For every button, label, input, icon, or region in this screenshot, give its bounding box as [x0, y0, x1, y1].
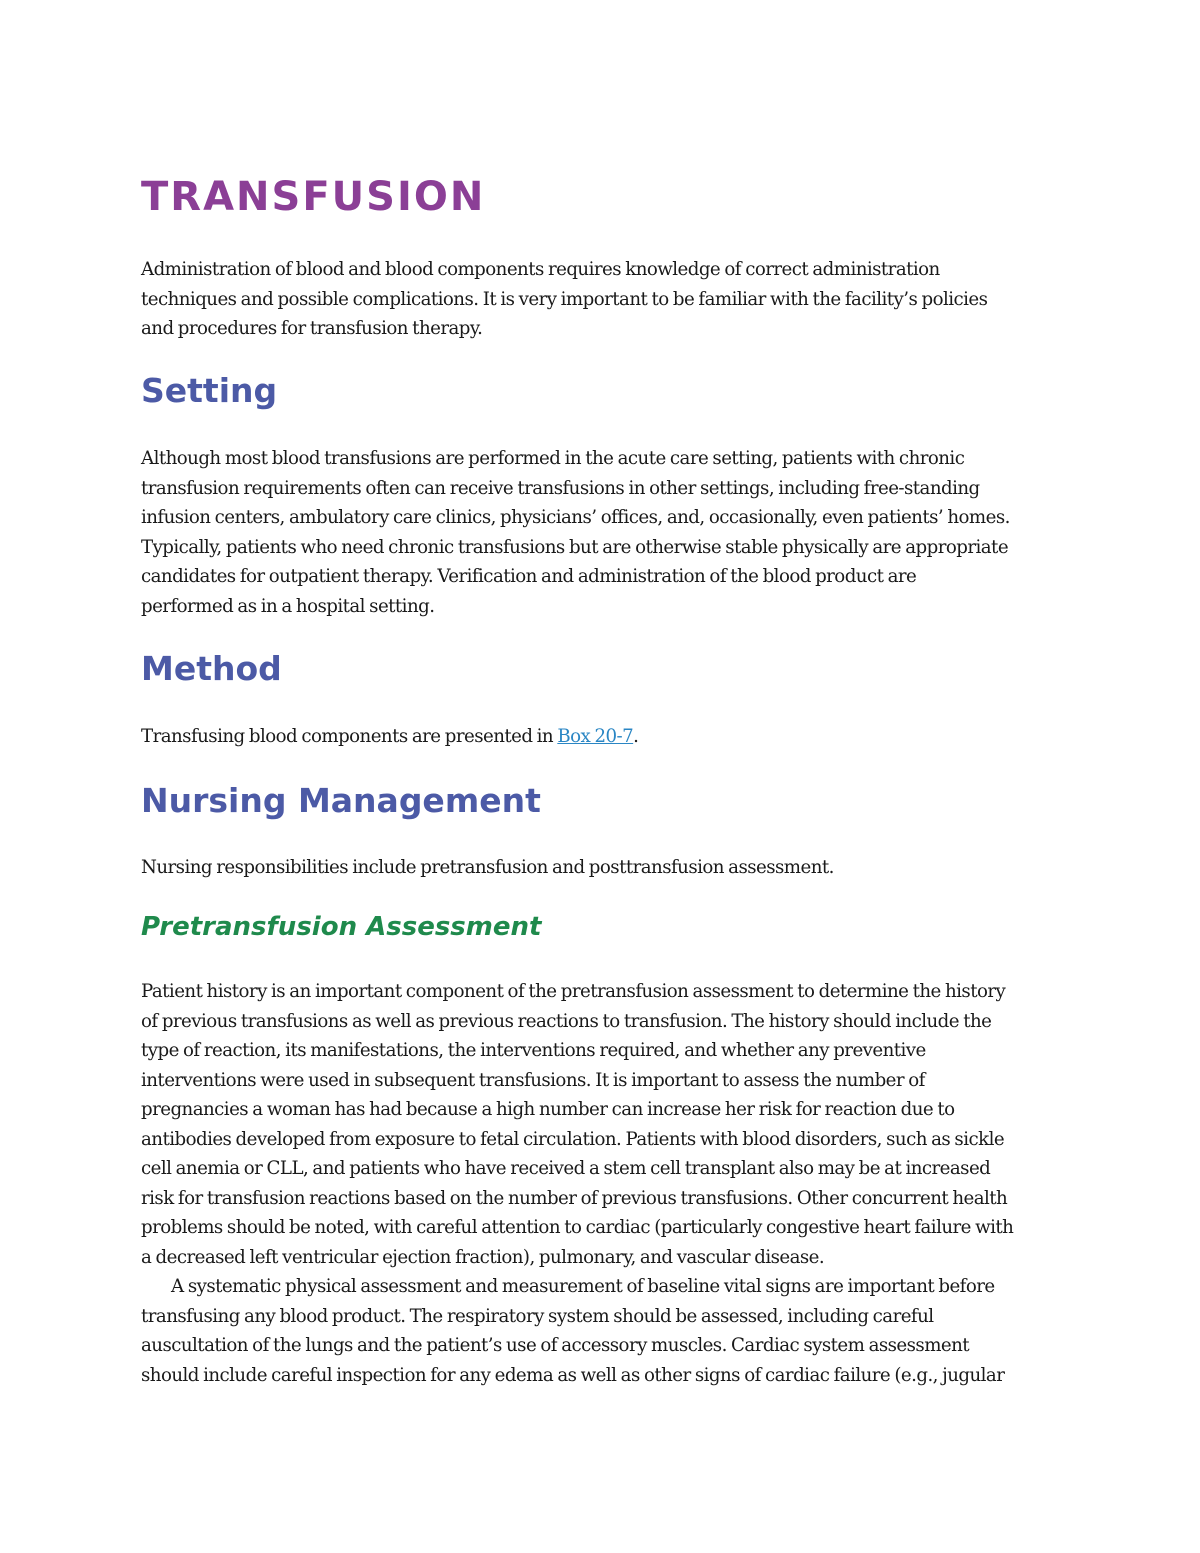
text-line: antibodies developed from exposure to fetal circulation. Patients with blood disorders, such as sickle [141, 1128, 1005, 1150]
text-line: type of reaction, its manifestations, the interventions required, and whether any preventive [141, 1040, 926, 1061]
setting-paragraph [141, 444, 1010, 621]
text-line: candidates for outpatient therapy. Verification and administration of the blood product are [141, 566, 917, 587]
pretransfusion-heading: Pretransfusion Assessment [141, 912, 542, 942]
nursing-management-heading: Nursing Management [141, 781, 541, 820]
text-line: problems should be noted, with careful attention to cardiac (particularly congestive heart failure with [141, 1217, 1014, 1238]
text-line: transfusing any blood product. The respiratory system should be assessed, including careful [141, 1305, 934, 1327]
text-line: techniques and possible complications. It is very important to be familiar with the facility’s policies [141, 288, 988, 310]
method-text-end: . [633, 726, 639, 747]
text-line: Patient history is an important component of the pretransfusion assessment to determine the history [141, 981, 1006, 1002]
text-line: and procedures for transfusion therapy. [141, 318, 483, 339]
text-line: risk for transfusion reactions based on the number of previous transfusions. Other concurrent health [141, 1187, 1008, 1209]
intro-paragraph [141, 255, 987, 344]
method-heading: Method [141, 649, 282, 688]
text-line: a decreased left ventricular ejection fraction), pulmonary, and vascular disease. [141, 1246, 825, 1268]
text-line: interventions were used in subsequent transfusions. It is important to assess the number of [141, 1069, 925, 1091]
method-text: Transfusing blood components are presented in [141, 726, 558, 747]
box-20-7-link[interactable]: Box 20-7 [557, 726, 634, 747]
text-line: Although most blood transfusions are performed in the acute care setting, patients with chronic [141, 448, 965, 469]
text-line: Administration of blood and blood components requires knowledge of correct administration [141, 259, 940, 280]
text-line: pregnancies a woman has had because a high number can increase her risk for reaction due to [141, 1099, 955, 1120]
pretransfusion-paragraph-2 [141, 1272, 1004, 1390]
text-line: should include careful inspection for any edema as well as other signs of cardiac failure (e.g., jugular [141, 1364, 1005, 1386]
text-line: A systematic physical assessment and measurement of baseline vital signs are important before [171, 1276, 995, 1297]
text-line: transfusion requirements often can receive transfusions in other settings, including free-standing [141, 477, 980, 499]
text-line: infusion centers, ambulatory care clinics, physicians’ offices, and, occasionally, even patients’ homes. [141, 507, 1010, 528]
text-line: auscultation of the lungs and the patient’s use of accessory muscles. Cardiac system assessment [141, 1335, 970, 1356]
method-paragraph [141, 722, 638, 752]
nursing-paragraph: Nursing responsibilities include pretransfusion and posttransfusion assessment. [141, 857, 834, 878]
text-line: Typically, patients who need chronic transfusions but are otherwise stable physically are appropriate [141, 536, 1009, 558]
pretransfusion-paragraph-1 [141, 977, 1013, 1272]
text-line: cell anemia or CLL, and patients who have received a stem cell transplant also may be at increased [141, 1158, 991, 1179]
text-line: of previous transfusions as well as previous reactions to transfusion. The history should include the [141, 1010, 992, 1032]
page-title: TRANSFUSION [141, 174, 486, 220]
text-line: performed as in a hospital setting. [141, 595, 435, 617]
setting-heading: Setting [141, 371, 278, 410]
